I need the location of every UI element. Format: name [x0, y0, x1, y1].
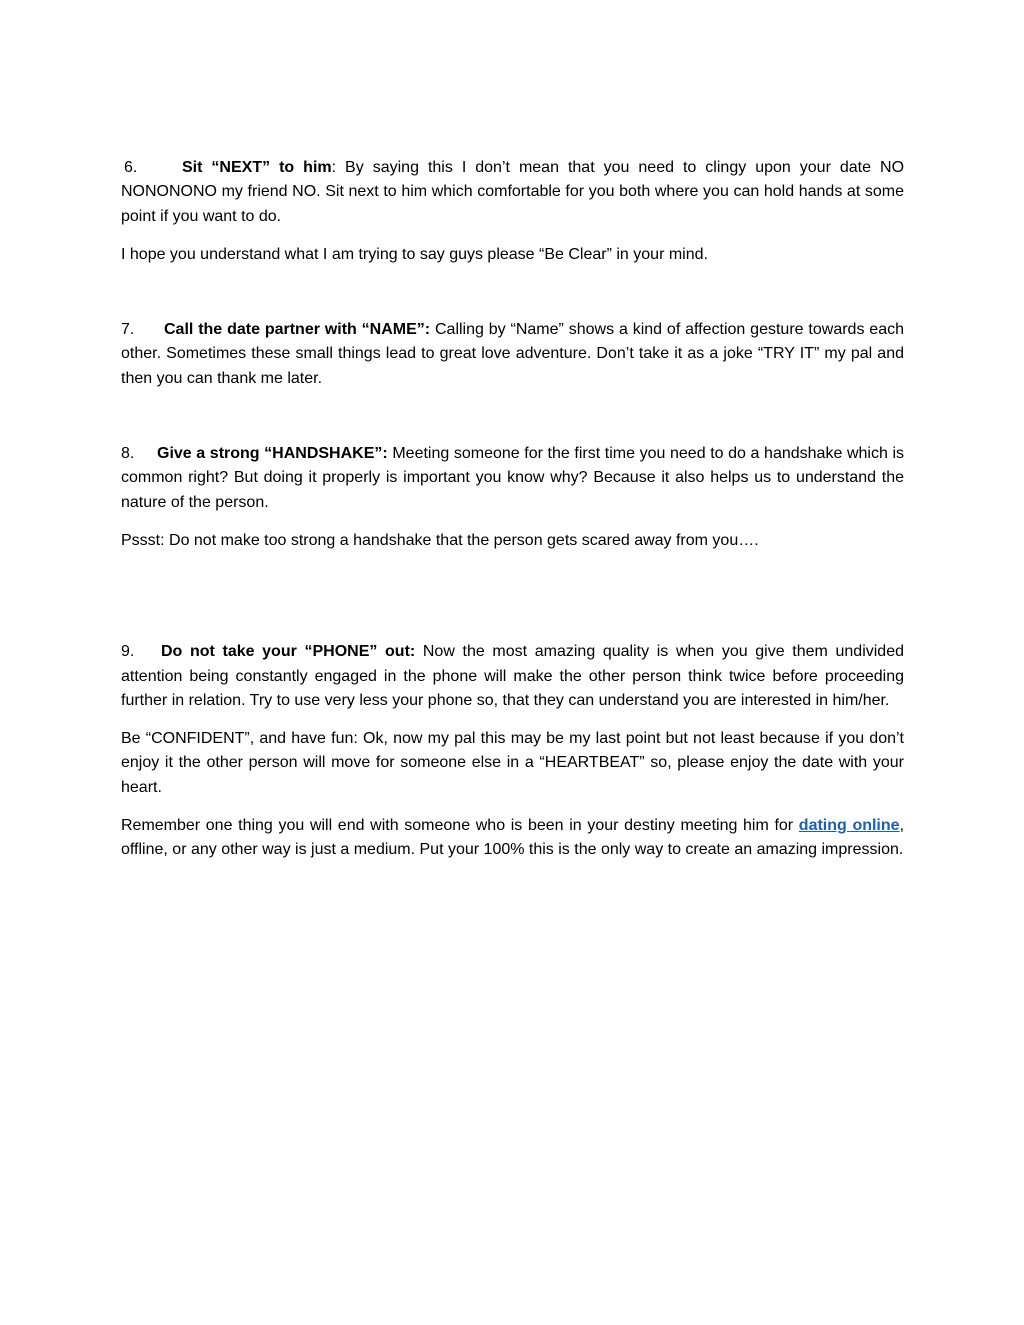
tip-8-number: 8. — [121, 445, 135, 463]
tip-8-body: Meeting someone for the first time you need to do a handshake which is common right? But doing it properly is important you know why? Because it also helps us to understand the nature of the person. — [121, 445, 905, 511]
tip-7-body: Calling by “Name” shows a kind of affection gesture towards each other. Sometimes these small things lead to great love adventure. Don’t take it as a joke “TRY IT” my pal and then you can thank me later. — [121, 321, 904, 387]
tip-6-body: : By saying this I don’t mean that you need to clingy upon your date NO NONONONO my friend NO. Sit next to him which comfortable for you both where you can hold hands at some point if you want to do. — [121, 159, 905, 225]
tip-8-note: Pssst: Do not make too strong a handshake that the person gets scared away from you…. — [121, 531, 759, 549]
tip-7-paragraph — [121, 318, 904, 391]
closing-paragraph — [121, 814, 904, 863]
closing-text-before: Remember one thing you will end with someone who is been in your destiny meeting him for — [121, 817, 799, 835]
document-page — [121, 156, 904, 863]
tip-7-number: 7. — [121, 321, 135, 339]
tip-9-number: 9. — [121, 643, 135, 661]
tip-9-paragraph — [121, 640, 904, 713]
tip-8-heading: Give a strong “HANDSHAKE”: — [157, 445, 388, 463]
dating-online-link[interactable]: dating online — [798, 817, 900, 835]
tip-9-body: Now the most amazing quality is when you give them undivided attention being constantly engaged in the phone will make the other person think twice before proceeding further in relation. Try to use very less your phone so, that they can understand you are interested in him/her. — [121, 643, 904, 709]
tip-8-paragraph — [121, 442, 904, 515]
tip-7-heading: Call the date partner with “NAME”: — [164, 321, 431, 339]
tip-6-heading: Sit “NEXT” to him — [182, 159, 332, 176]
tip-9-heading: Do not take your “PHONE” out: — [161, 643, 416, 661]
confident-paragraph: Be “CONFIDENT”, and have fun: Ok, now my pal this may be my last point but not least because if you don’t enjoy it the other person will move for someone else in a “HEARTBEAT” so, please enjoy the date with your heart. — [121, 730, 904, 796]
tip-6-paragraph — [121, 156, 904, 229]
tip-6-number: 6. — [124, 159, 138, 176]
closing-text-after: , offline, or any other way is just a medium. Put your 100% this is the only way to create an amazing impression. — [121, 817, 905, 859]
tip-6-note: I hope you understand what I am trying to say guys please “Be Clear” in your mind. — [121, 245, 708, 263]
